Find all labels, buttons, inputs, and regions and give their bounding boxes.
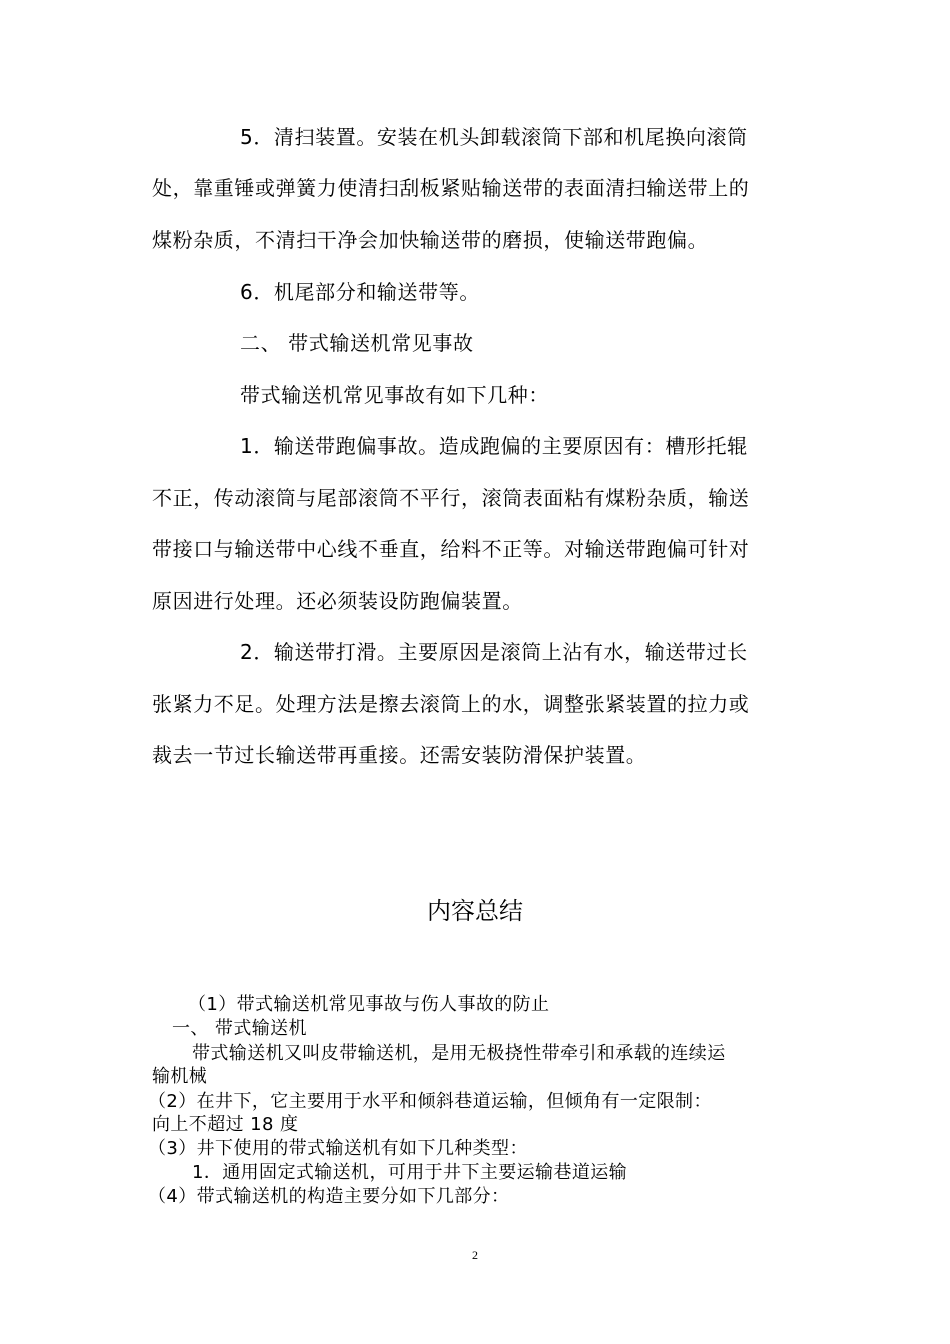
body-line: 6．机尾部分和输送带等。	[240, 280, 480, 304]
summary-line: 1．通用固定式输送机，可用于井下主要运输巷道运输	[192, 1162, 628, 1183]
body-line: 原因进行处理。还必须装设防跑偏装置。	[152, 589, 523, 613]
summary-line: 输机械	[152, 1066, 208, 1087]
body-line: 裁去一节过长输送带再重接。还需安装防滑保护装置。	[152, 743, 647, 767]
body-line: 煤粉杂质，不清扫干净会加快输送带的磨损，使输送带跑偏。	[152, 228, 709, 252]
body-line: 张紧力不足。处理方法是擦去滚筒上的水，调整张紧装置的拉力或	[152, 692, 750, 716]
summary-line: （2）在井下，它主要用于水平和倾斜巷道运输，但倾角有一定限制：	[148, 1091, 712, 1112]
body-line: 1．输送带跑偏事故。造成跑偏的主要原因有：槽形托辊	[240, 434, 748, 458]
summary-line: 向上不超过 18 度	[152, 1114, 299, 1135]
body-line: 带接口与输送带中心线不垂直，给料不正等。对输送带跑偏可针对	[152, 537, 750, 561]
summary-line: 带式输送机又叫皮带输送机，是用无极挠性带牵引和承载的连续运	[192, 1043, 726, 1064]
summary-line: （1）带式输送机常见事故与伤人事故的防止	[188, 994, 550, 1015]
body-line: 5．清扫装置。安装在机头卸载滚筒下部和机尾换向滚筒	[240, 125, 748, 149]
summary-line: （4）带式输送机的构造主要分如下几部分：	[148, 1186, 510, 1207]
summary-line: 一、 带式输送机	[172, 1018, 307, 1039]
page-number: 2	[472, 1248, 478, 1262]
body-line: 2．输送带打滑。主要原因是滚筒上沾有水，输送带过长	[240, 640, 748, 664]
body-line: 不正，传动滚筒与尾部滚筒不平行，滚筒表面粘有煤粉杂质，输送	[152, 486, 750, 510]
body-line: 处，靠重锤或弹簧力使清扫刮板紧贴输送带的表面清扫输送带上的	[152, 176, 750, 200]
body-line: 带式输送机常见事故有如下几种：	[240, 383, 549, 407]
summary-title: 内容总结	[427, 897, 523, 925]
summary-line: （3）井下使用的带式输送机有如下几种类型：	[148, 1138, 528, 1159]
section-heading: 二、 带式输送机常见事故	[240, 331, 474, 355]
